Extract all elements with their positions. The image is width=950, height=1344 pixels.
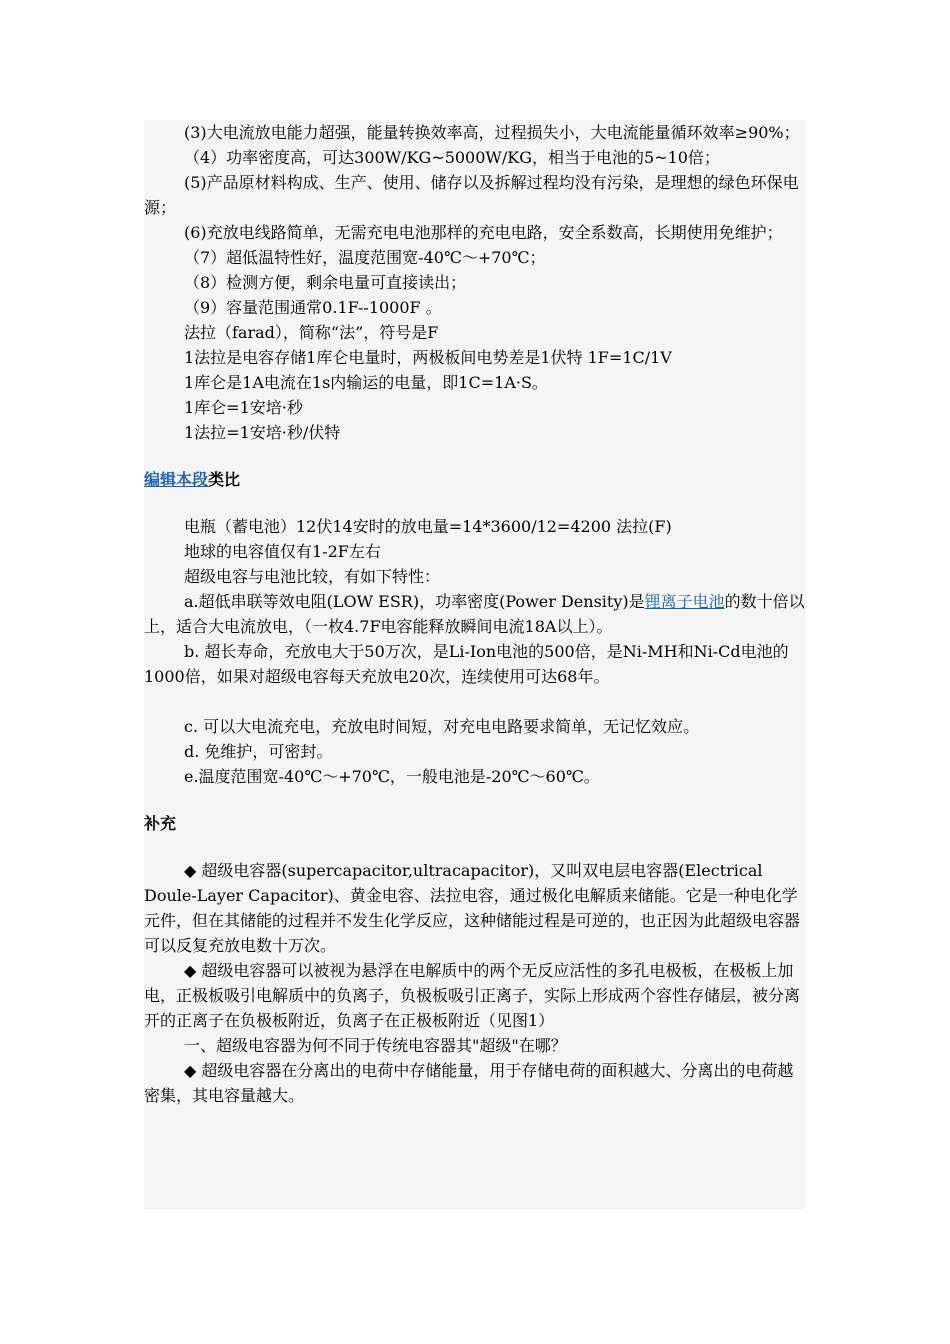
- spacer: [144, 689, 806, 714]
- supplement-para-1: ◆ 超级电容器(supercapacitor,ultracapacitor)，又叫双电层电容器(Electrical Doule-Layer Capacitor)、黄金电容、法拉电容，通过极化电解质来储能。它是一种电化学元件，但在其储能的过程并不发生化学反应，这种储能过程是可逆的，也正因为此超级电容器可以反复充放电数十万次。: [144, 861, 801, 955]
- spacer: [144, 492, 806, 514]
- analogy-item-a: [144, 589, 806, 639]
- feature-7: （7）超低温特性好，温度范围宽-40℃～+70℃；: [184, 248, 546, 267]
- document-page: [144, 120, 806, 1108]
- section-heading-supplement: 补充: [144, 814, 177, 833]
- spacer: [144, 836, 806, 858]
- document-content: [144, 120, 806, 1108]
- analogy-item-b: b. 超长寿命，充放电大于50万次，是Li-Ion电池的500倍，是Ni-MH和Ni-Cd电池的1000倍，如果对超级电容每天充放电20次，连续使用可达68年。: [144, 642, 789, 686]
- supplement-question-1: 一、超级电容器为何不同于传统电容器其"超级"在哪？: [184, 1036, 567, 1055]
- feature-5: (5)产品原材料构成、生产、使用、储存以及拆解过程均没有污染，是理想的绿色环保电源；: [144, 173, 799, 217]
- edit-section-link[interactable]: 编辑本段: [144, 470, 209, 489]
- spacer: [144, 789, 806, 811]
- farad-definition: 法拉（farad），简称“法”，符号是F: [184, 323, 439, 342]
- analogy-item-c: c. 可以大电流充电，充放电时间短，对充电电路要求简单，无记忆效应。: [184, 717, 700, 736]
- analogy-line-3: 超级电容与电池比较，有如下特性：: [184, 567, 441, 586]
- item-a-text: a.超低串联等效电阻(LOW ESR)，功率密度(Power Density)是: [184, 592, 645, 611]
- farad-unit: 1法拉=1安培·秒/伏特: [184, 423, 341, 442]
- feature-4: （4）功率密度高，可达300W/KG~5000W/KG，相当于电池的5~10倍；: [184, 148, 720, 167]
- coulomb-definition: 1库仑是1A电流在1s内输运的电量，即1C=1A·S。: [184, 373, 548, 392]
- supplement-para-2: ◆ 超级电容器可以被视为悬浮在电解质中的两个无反应活性的多孔电极板，在极板上加电，正极板吸引电解质中的负离子，负极板吸引正离子，实际上形成两个容性存储层，被分离开的正离子在负极板附近，负离子在正极板附近（见图1）: [144, 961, 801, 1030]
- spacer: [144, 445, 806, 467]
- analogy-line-2: 地球的电容值仅有1-2F左右: [184, 542, 381, 561]
- feature-8: （8）检测方便，剩余电量可直接读出；: [184, 273, 467, 292]
- section-title: 类比: [208, 470, 241, 489]
- coulomb-unit: 1库仑=1安培·秒: [184, 398, 303, 417]
- item-a-text-rest: 的数十倍以上，适合大电流放电，（一枚4.7F电容能释放瞬间电流18A以上）。: [144, 592, 805, 636]
- supplement-para-3: ◆ 超级电容器在分离出的电荷中存储能量，用于存储电荷的面积越大、分离出的电荷越密集，其电容量越大。: [144, 1061, 794, 1105]
- lithium-battery-link[interactable]: 锂离子电池: [644, 592, 725, 611]
- analogy-item-e: e.温度范围宽-40℃～+70℃，一般电池是-20℃～60℃。: [184, 767, 600, 786]
- farad-formula: 1法拉是电容存储1库仑电量时，两极板间电势差是1伏特 1F=1C/1V: [184, 348, 672, 367]
- analogy-item-d: d. 免维护，可密封。: [184, 742, 333, 761]
- section-heading-analogy: [144, 467, 806, 492]
- feature-9: （9）容量范围通常0.1F--1000F 。: [184, 298, 442, 317]
- feature-6: (6)充放电线路简单，无需充电电池那样的充电电路，安全系数高，长期使用免维护；: [184, 223, 783, 242]
- analogy-line-1: 电瓶（蓄电池）12伏14安时的放电量=14*3600/12=4200 法拉(F): [184, 517, 672, 536]
- feature-3: (3)大电流放电能力超强，能量转换效率高，过程损失小，大电流能量循环效率≥90%；: [184, 123, 800, 142]
